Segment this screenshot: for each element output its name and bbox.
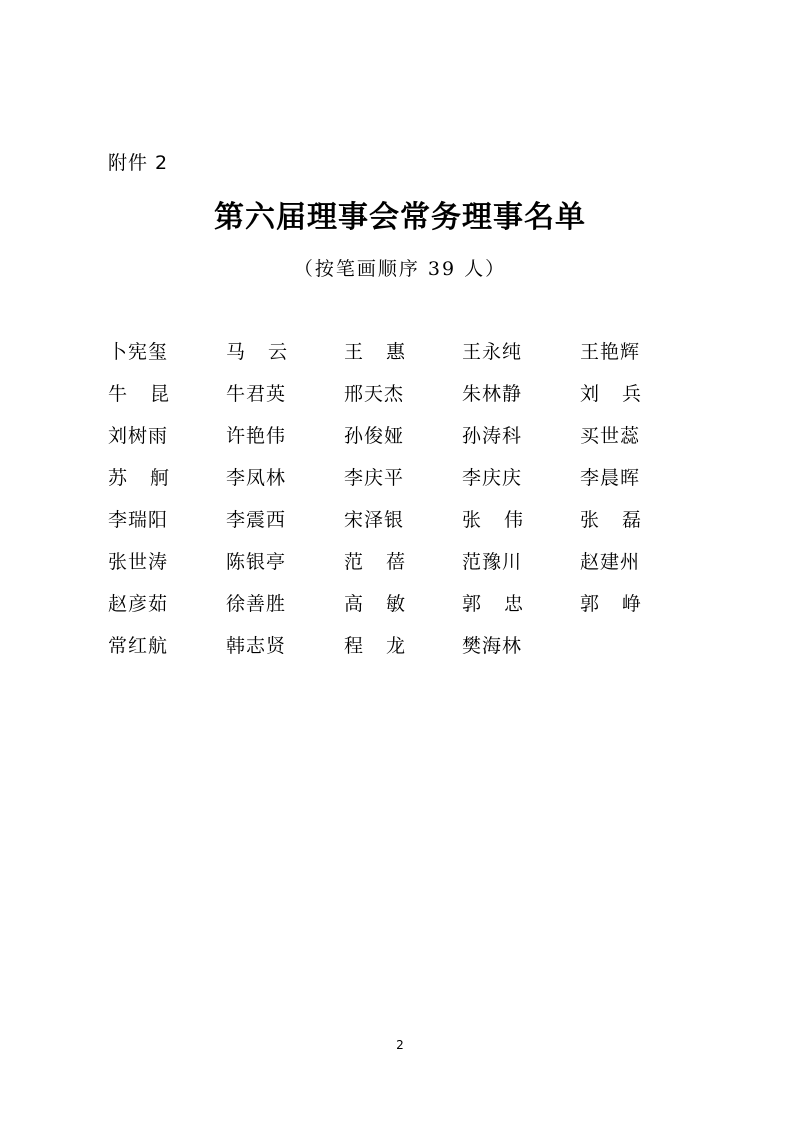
member-name: 李庆平 xyxy=(344,467,405,489)
member-name: 许艳伟 xyxy=(226,425,287,447)
member-name: 王 惠 xyxy=(344,341,406,363)
page-number: 2 xyxy=(396,1038,404,1052)
member-list xyxy=(108,336,708,672)
document-title: 第六届理事会常务理事名单 xyxy=(214,200,586,235)
member-name: 卜宪玺 xyxy=(108,341,169,363)
member-name: 张世涛 xyxy=(108,551,169,573)
member-name: 李震西 xyxy=(226,509,287,531)
member-name: 宋泽银 xyxy=(344,509,405,531)
member-name: 苏 舸 xyxy=(108,467,170,489)
member-name: 李庆庆 xyxy=(462,467,523,489)
member-name: 樊海林 xyxy=(462,635,523,657)
member-name: 朱林静 xyxy=(462,383,523,405)
attachment-label: 附件 2 xyxy=(108,152,169,174)
member-name: 常红航 xyxy=(108,635,169,657)
member-name: 程 龙 xyxy=(344,635,406,657)
member-name: 张 伟 xyxy=(462,509,524,531)
member-name: 邢天杰 xyxy=(344,383,405,405)
member-name: 孙涛科 xyxy=(462,425,523,447)
member-name: 高 敏 xyxy=(344,593,406,615)
member-name: 孙俊娅 xyxy=(344,425,405,447)
member-name: 马 云 xyxy=(226,341,288,363)
member-name: 赵建州 xyxy=(580,551,641,573)
member-name: 牛君英 xyxy=(226,383,287,405)
member-name: 牛 昆 xyxy=(108,383,170,405)
member-name: 李晨晖 xyxy=(580,467,641,489)
member-name: 王永纯 xyxy=(462,341,523,363)
member-name: 范豫川 xyxy=(462,551,523,573)
member-name: 李瑞阳 xyxy=(108,509,169,531)
member-name: 郭 峥 xyxy=(580,593,642,615)
member-name: 徐善胜 xyxy=(226,593,287,615)
member-name: 郭 忠 xyxy=(462,593,524,615)
member-name: 赵彦茹 xyxy=(108,593,169,615)
member-name: 刘 兵 xyxy=(580,383,642,405)
member-name: 陈银亭 xyxy=(226,551,287,573)
document-subtitle: （按笔画顺序 39 人） xyxy=(293,258,507,280)
member-name: 韩志贤 xyxy=(226,635,287,657)
member-name: 李凤林 xyxy=(226,467,287,489)
member-name: 刘树雨 xyxy=(108,425,169,447)
member-name: 买世蕊 xyxy=(580,425,641,447)
member-name: 范 蓓 xyxy=(344,551,406,573)
member-name: 王艳辉 xyxy=(580,341,641,363)
member-name: 张 磊 xyxy=(580,509,642,531)
